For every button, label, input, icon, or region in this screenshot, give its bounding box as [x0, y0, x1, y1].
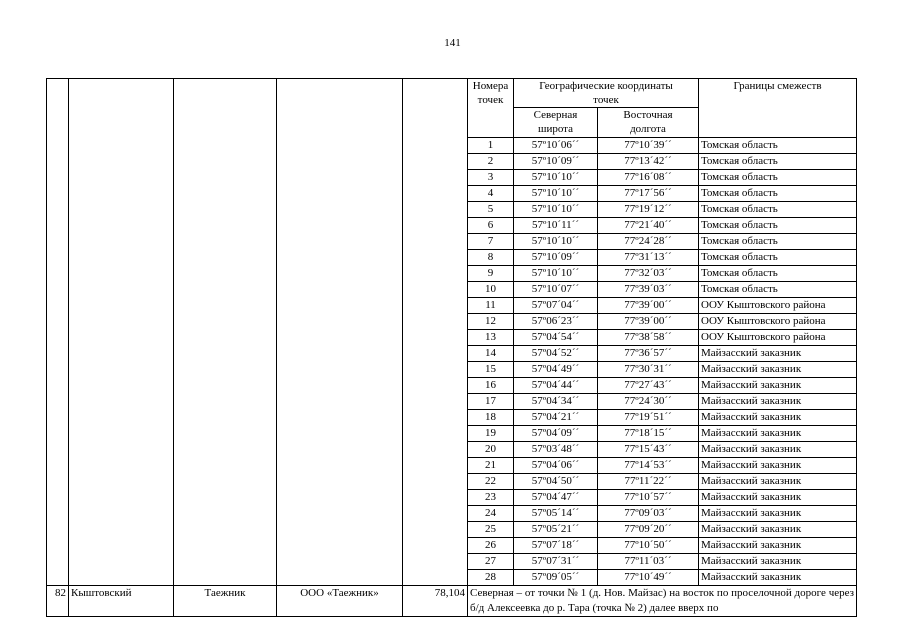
- latitude: 57º05´14´´: [514, 506, 598, 522]
- boundary-table: [46, 78, 857, 617]
- border-name: Майзасский заказник: [699, 474, 857, 490]
- point-number: 17: [468, 394, 514, 410]
- left-col-4: [277, 79, 403, 586]
- point-number: 14: [468, 346, 514, 362]
- longitude: 77º10´39´´: [598, 138, 699, 154]
- longitude: 77º17´56´´: [598, 186, 699, 202]
- longitude: 77º24´28´´: [598, 234, 699, 250]
- latitude: 57º10´10´´: [514, 170, 598, 186]
- border-name: Майзасский заказник: [699, 506, 857, 522]
- point-number: 6: [468, 218, 514, 234]
- latitude: 57º10´09´´: [514, 154, 598, 170]
- longitude: 77º19´51´´: [598, 410, 699, 426]
- longitude: 77º21´40´´: [598, 218, 699, 234]
- point-number: 4: [468, 186, 514, 202]
- longitude: 77º36´57´´: [598, 346, 699, 362]
- latitude: 57º10´10´´: [514, 202, 598, 218]
- longitude: 77º16´08´´: [598, 170, 699, 186]
- longitude: 77º10´57´´: [598, 490, 699, 506]
- longitude: 77º15´43´´: [598, 442, 699, 458]
- point-number: 8: [468, 250, 514, 266]
- left-col-2: [69, 79, 174, 586]
- header-north-latitude: Северная широта: [514, 108, 598, 138]
- border-name: Майзасский заказник: [699, 394, 857, 410]
- page-number: 141: [444, 37, 461, 49]
- latitude: 57º04´09´´: [514, 426, 598, 442]
- longitude: 77º14´53´´: [598, 458, 699, 474]
- longitude: 77º11´03´´: [598, 554, 699, 570]
- header-east-longitude: Восточная долгота: [598, 108, 699, 138]
- longitude: 77º10´49´´: [598, 570, 699, 586]
- border-name: Майзасский заказник: [699, 426, 857, 442]
- latitude: 57º04´34´´: [514, 394, 598, 410]
- header-geo-coordinates: Географические координаты точек: [514, 79, 699, 108]
- point-number: 9: [468, 266, 514, 282]
- point-number: 27: [468, 554, 514, 570]
- point-number: 24: [468, 506, 514, 522]
- left-col-5: [403, 79, 468, 586]
- border-name: Майзасский заказник: [699, 522, 857, 538]
- longitude: 77º10´50´´: [598, 538, 699, 554]
- longitude: 77º09´03´´: [598, 506, 699, 522]
- entry-district: Кыштовский: [69, 586, 174, 617]
- border-name: ООУ Кыштовского района: [699, 330, 857, 346]
- longitude: 77º11´22´´: [598, 474, 699, 490]
- point-number: 22: [468, 474, 514, 490]
- point-number: 10: [468, 282, 514, 298]
- longitude: 77º09´20´´: [598, 522, 699, 538]
- latitude: 57º10´09´´: [514, 250, 598, 266]
- latitude: 57º03´48´´: [514, 442, 598, 458]
- next-entry-row: [47, 586, 857, 617]
- latitude: 57º04´06´´: [514, 458, 598, 474]
- entry-number: 82: [47, 586, 69, 617]
- border-name: Томская область: [699, 138, 857, 154]
- border-name: ООУ Кыштовского района: [699, 314, 857, 330]
- point-number: 21: [468, 458, 514, 474]
- longitude: 77º18´15´´: [598, 426, 699, 442]
- latitude: 57º10´10´´: [514, 234, 598, 250]
- latitude: 57º04´54´´: [514, 330, 598, 346]
- point-number: 18: [468, 410, 514, 426]
- border-name: Томская область: [699, 154, 857, 170]
- longitude: 77º19´12´´: [598, 202, 699, 218]
- latitude: 57º05´21´´: [514, 522, 598, 538]
- border-name: Майзасский заказник: [699, 458, 857, 474]
- entry-area: 78,104: [403, 586, 468, 617]
- entry-description: Северная – от точки № 1 (д. Нов. Майзас) на восток по проселочной дороге через б/д Алексеевка до р. Тара (точка № 2) далее вверх по: [468, 586, 857, 617]
- border-name: Майзасский заказник: [699, 378, 857, 394]
- border-name: Томская область: [699, 218, 857, 234]
- point-number: 3: [468, 170, 514, 186]
- latitude: 57º10´07´´: [514, 282, 598, 298]
- border-name: Майзасский заказник: [699, 346, 857, 362]
- latitude: 57º04´50´´: [514, 474, 598, 490]
- point-number: 16: [468, 378, 514, 394]
- point-number: 20: [468, 442, 514, 458]
- latitude: 57º09´05´´: [514, 570, 598, 586]
- longitude: 77º32´03´´: [598, 266, 699, 282]
- longitude: 77º39´03´´: [598, 282, 699, 298]
- latitude: 57º07´04´´: [514, 298, 598, 314]
- border-name: ООУ Кыштовского района: [699, 298, 857, 314]
- point-number: 5: [468, 202, 514, 218]
- border-name: Майзасский заказник: [699, 362, 857, 378]
- entry-name: Таежник: [174, 586, 277, 617]
- point-number: 12: [468, 314, 514, 330]
- point-number: 26: [468, 538, 514, 554]
- latitude: 57º04´47´´: [514, 490, 598, 506]
- latitude: 57º04´44´´: [514, 378, 598, 394]
- longitude: 77º27´43´´: [598, 378, 699, 394]
- header-row-1: [47, 79, 857, 108]
- latitude: 57º10´11´´: [514, 218, 598, 234]
- point-number: 2: [468, 154, 514, 170]
- point-number: 7: [468, 234, 514, 250]
- border-name: Майзасский заказник: [699, 442, 857, 458]
- header-point-number: Номера точек: [468, 79, 514, 138]
- latitude: 57º10´10´´: [514, 186, 598, 202]
- border-name: Майзасский заказник: [699, 490, 857, 506]
- border-name: Томская область: [699, 170, 857, 186]
- left-col-1: [47, 79, 69, 586]
- point-number: 25: [468, 522, 514, 538]
- border-name: Томская область: [699, 234, 857, 250]
- longitude: 77º39´00´´: [598, 314, 699, 330]
- latitude: 57º07´31´´: [514, 554, 598, 570]
- point-number: 19: [468, 426, 514, 442]
- longitude: 77º30´31´´: [598, 362, 699, 378]
- latitude: 57º10´06´´: [514, 138, 598, 154]
- border-name: Томская область: [699, 266, 857, 282]
- border-name: Томская область: [699, 282, 857, 298]
- left-col-3: [174, 79, 277, 586]
- latitude: 57º04´21´´: [514, 410, 598, 426]
- latitude: 57º04´49´´: [514, 362, 598, 378]
- longitude: 77º39´00´´: [598, 298, 699, 314]
- longitude: 77º31´13´´: [598, 250, 699, 266]
- border-name: Майзасский заказник: [699, 554, 857, 570]
- latitude: 57º06´23´´: [514, 314, 598, 330]
- header-border: Границы смежеств: [699, 79, 857, 138]
- latitude: 57º04´52´´: [514, 346, 598, 362]
- border-name: Томская область: [699, 186, 857, 202]
- latitude: 57º07´18´´: [514, 538, 598, 554]
- border-name: Майзасский заказник: [699, 538, 857, 554]
- point-number: 15: [468, 362, 514, 378]
- point-number: 13: [468, 330, 514, 346]
- longitude: 77º38´58´´: [598, 330, 699, 346]
- latitude: 57º10´10´´: [514, 266, 598, 282]
- point-number: 23: [468, 490, 514, 506]
- entry-owner: ООО «Таежник»: [277, 586, 403, 617]
- point-number: 11: [468, 298, 514, 314]
- longitude: 77º24´30´´: [598, 394, 699, 410]
- border-name: Майзасский заказник: [699, 570, 857, 586]
- border-name: Томская область: [699, 250, 857, 266]
- border-name: Майзасский заказник: [699, 410, 857, 426]
- point-number: 1: [468, 138, 514, 154]
- border-name: Томская область: [699, 202, 857, 218]
- point-number: 28: [468, 570, 514, 586]
- longitude: 77º13´42´´: [598, 154, 699, 170]
